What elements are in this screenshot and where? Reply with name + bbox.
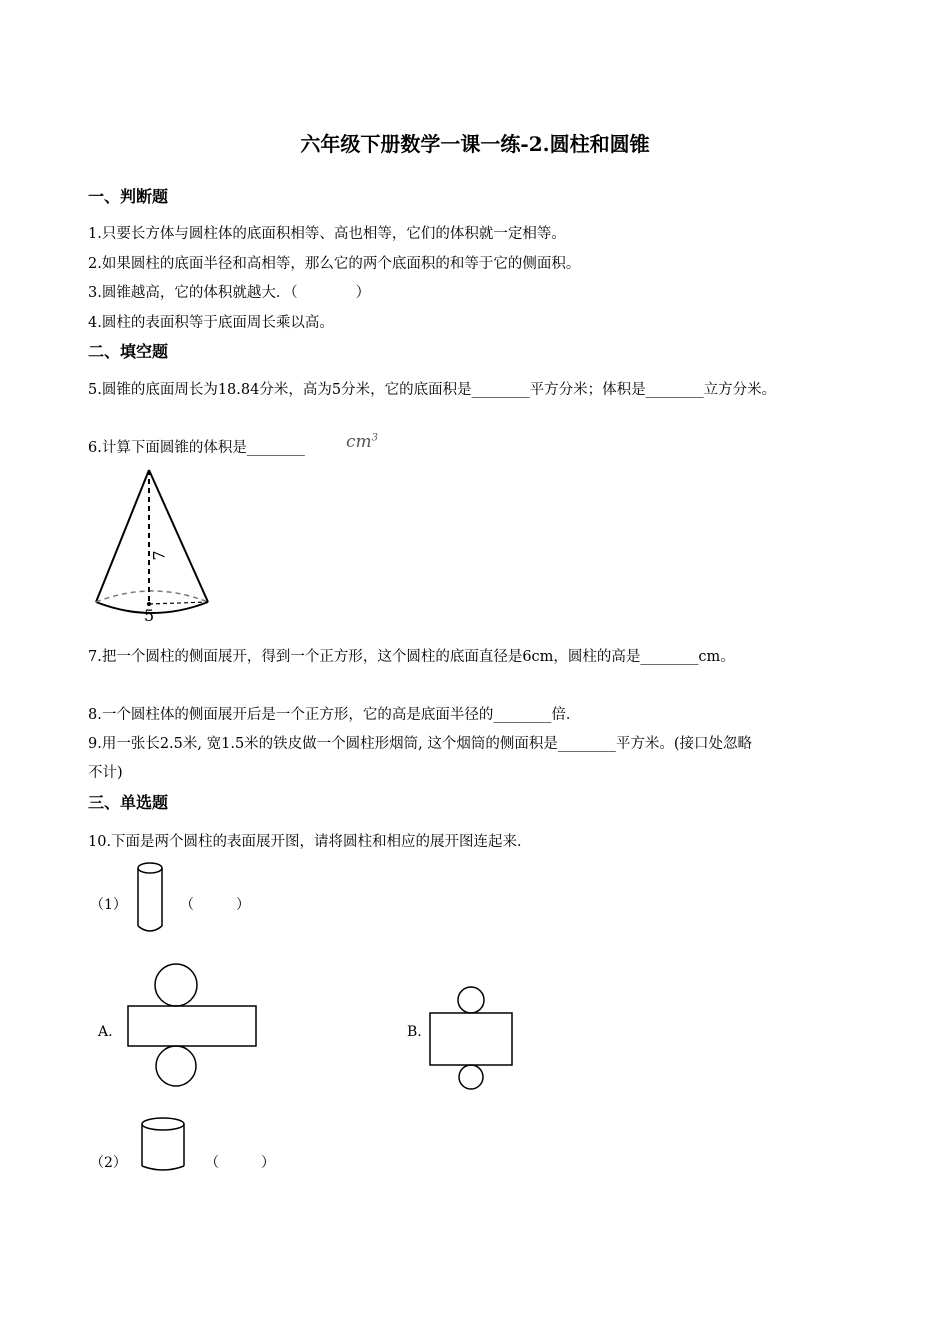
- cone-right-edge: [149, 470, 208, 602]
- question-5: 5.圆锥的底面周长为18.84分米，高为5分米，它的底面积是________平方分米；体积是________立方分米。: [88, 382, 777, 398]
- cone-left-edge: [96, 470, 149, 602]
- net-b-top-circle: [458, 987, 484, 1013]
- item-2-label: （2）: [90, 1155, 127, 1171]
- cone-base-back-arc: [96, 591, 208, 602]
- section-heading-single-choice: 三、单选题: [88, 793, 169, 812]
- tall-cylinder-icon: [136, 860, 166, 934]
- option-a-net: [126, 962, 260, 1088]
- short-cylinder-icon: [140, 1116, 188, 1174]
- net-b-rectangle: [430, 1013, 512, 1065]
- question-9-continued: 不计): [88, 765, 123, 781]
- question-10: 10.下面是两个圆柱的表面展开图，请将圆柱和相应的展开图连起来．: [88, 834, 532, 850]
- option-a-label: A.: [98, 1024, 113, 1040]
- question-6: 6.计算下面圆锥的体积是________: [88, 440, 305, 456]
- question-2: 2.如果圆柱的底面半径和高相等，那么它的两个底面积的和等于它的侧面积。: [88, 256, 581, 272]
- question-9: 9.用一张长2.5米, 宽1.5米的铁皮做一个圆柱形烟筒, 这个烟筒的侧面积是________平方米。(接口处忽略: [88, 736, 753, 752]
- question-1: 1.只要长方体与圆柱体的底面积相等、高也相等，它们的体积就一定相等。: [88, 226, 566, 242]
- item-2-answer-blank[interactable]: （ ）: [205, 1155, 275, 1171]
- option-b-net: [428, 986, 516, 1092]
- question-4: 4.圆柱的表面积等于底面周长乘以高。: [88, 315, 334, 331]
- question-3: 3.圆锥越高，它的体积就越大．（ ）: [88, 285, 371, 301]
- option-b-label: B.: [407, 1024, 422, 1040]
- question-8: 8.一个圆柱体的侧面展开后是一个正方形，它的高是底面半径的________倍．: [88, 707, 581, 723]
- question-7: 7.把一个圆柱的侧面展开，得到一个正方形，这个圆柱的底面直径是6cm，圆柱的高是________cm。: [88, 649, 735, 665]
- item-1-label: （1）: [90, 897, 127, 913]
- net-b-bottom-circle: [459, 1065, 483, 1089]
- section-heading-fill-blank: 二、填空题: [88, 342, 169, 361]
- volume-unit: $cm^3$: [346, 432, 379, 452]
- cone-radius-line: [149, 602, 208, 604]
- page-title: 六年级下册数学一课一练-2.圆柱和圆锥: [300, 132, 650, 156]
- section-heading-judgment: 一、判断题: [88, 187, 169, 206]
- net-a-bottom-circle: [156, 1046, 196, 1086]
- cone-figure: [86, 462, 216, 628]
- cone-height-label: 7: [149, 550, 169, 561]
- cone-radius-label: 5: [144, 606, 155, 625]
- net-a-rectangle: [128, 1006, 256, 1046]
- net-a-top-circle: [155, 964, 197, 1006]
- item-1-answer-blank[interactable]: （ ）: [180, 897, 250, 913]
